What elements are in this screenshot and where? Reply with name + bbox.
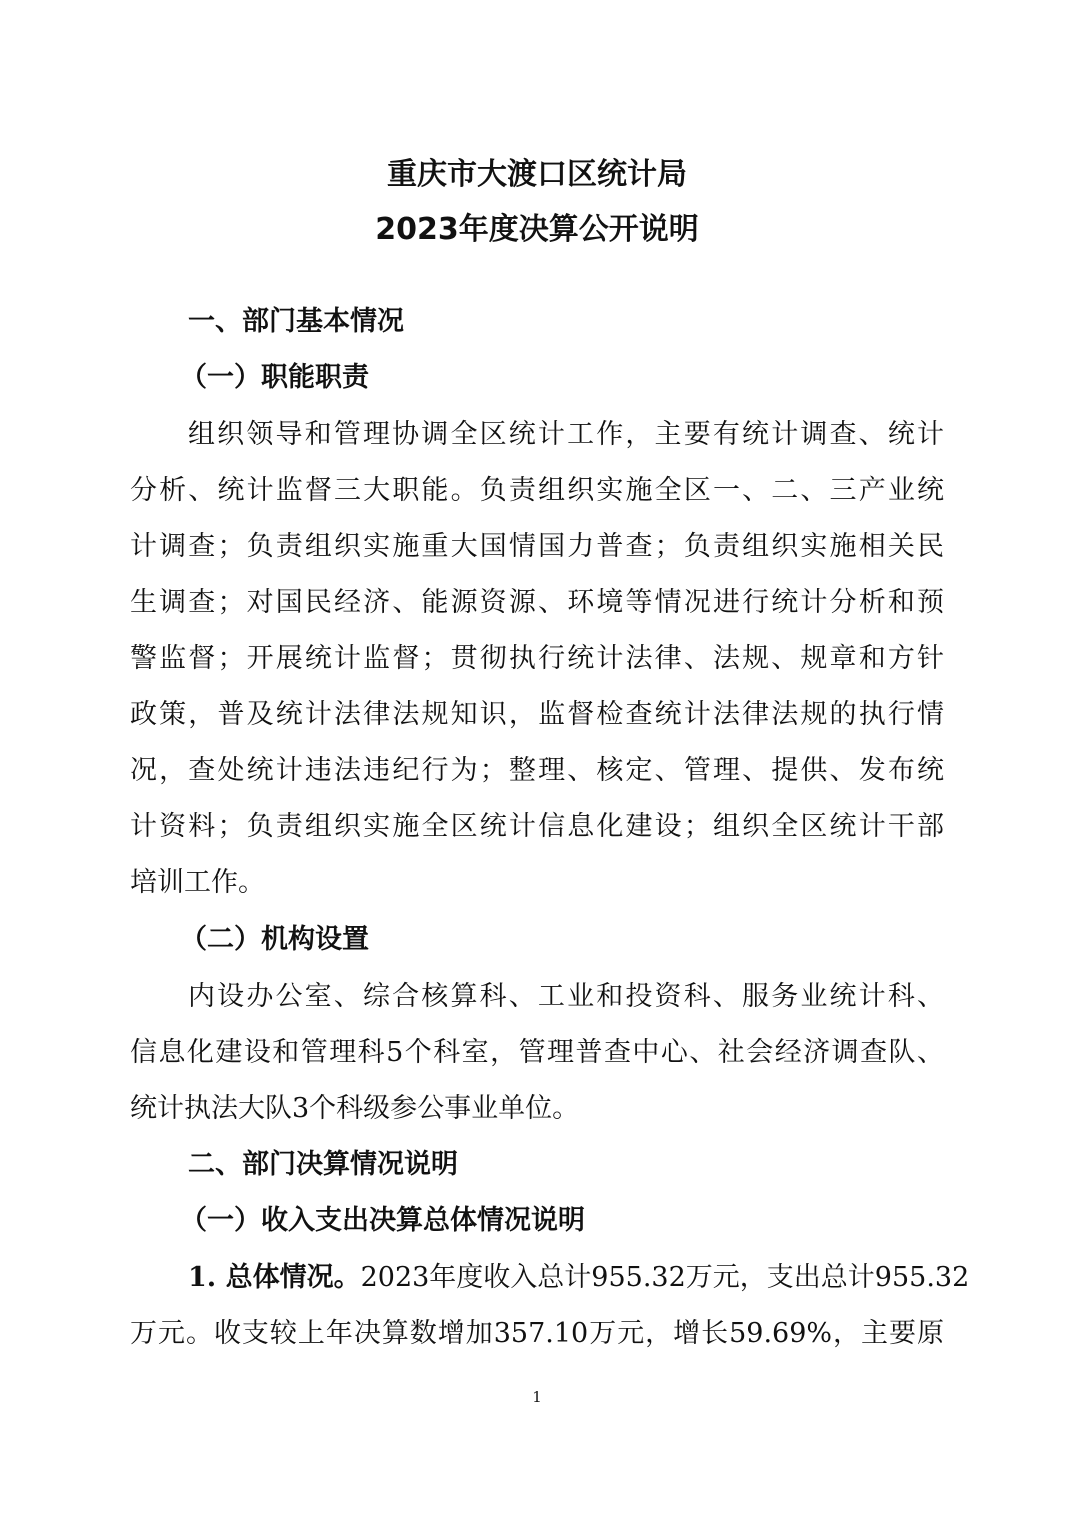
page-number: 1 bbox=[532, 1388, 542, 1406]
item-text: 2023年度收入总计955.32万元，支出总计955.32 bbox=[360, 1262, 970, 1293]
paragraph-line: 信息化建设和管理科5个科室，管理普查中心、社会经济调查队、 bbox=[130, 1037, 944, 1068]
title-line-2: 2023年度决算公开说明 bbox=[375, 212, 699, 247]
paragraph-line: 组织领导和管理协调全区统计工作，主要有统计调查、统计 bbox=[188, 419, 944, 450]
title-line-1: 重庆市大渡口区统计局 bbox=[387, 157, 687, 192]
item-label: 1. 总体情况。 bbox=[188, 1262, 361, 1293]
paragraph-line: 内设办公室、综合核算科、工业和投资科、服务业统计科、 bbox=[188, 981, 944, 1012]
paragraph-line: 况，查处统计违法违纪行为；整理、核定、管理、提供、发布统 bbox=[130, 755, 944, 786]
paragraph-line: 万元。收支较上年决算数增加357.10万元，增长59.69%，主要原 bbox=[130, 1318, 944, 1349]
section-2-sub-1-heading: （一）收入支出决算总体情况说明 bbox=[180, 1205, 585, 1236]
paragraph-line: 生调查；对国民经济、能源资源、环境等情况进行统计分析和预 bbox=[130, 587, 944, 618]
paragraph-line: 警监督；开展统计监督；贯彻执行统计法律、法规、规章和方针 bbox=[130, 643, 944, 674]
paragraph-line: 分析、统计监督三大职能。负责组织实施全区一、二、三产业统 bbox=[130, 475, 944, 506]
section-1-heading: 一、部门基本情况 bbox=[188, 306, 404, 337]
section-1-sub-2-heading: （二）机构设置 bbox=[180, 924, 369, 955]
paragraph-line: 培训工作。 bbox=[130, 867, 265, 898]
paragraph-line: 政策，普及统计法律法规知识，监督检查统计法律法规的执行情 bbox=[130, 699, 944, 730]
paragraph-line: 计调查；负责组织实施重大国情国力普查；负责组织实施相关民 bbox=[130, 531, 944, 562]
section-1-sub-1-heading: （一）职能职责 bbox=[180, 362, 369, 393]
section-2-heading: 二、部门决算情况说明 bbox=[188, 1149, 458, 1180]
paragraph-line: 统计执法大队3个科级参公事业单位。 bbox=[130, 1093, 580, 1124]
paragraph-line bbox=[188, 1258, 970, 1298]
paragraph-line: 计资料；负责组织实施全区统计信息化建设；组织全区统计干部 bbox=[130, 811, 944, 842]
